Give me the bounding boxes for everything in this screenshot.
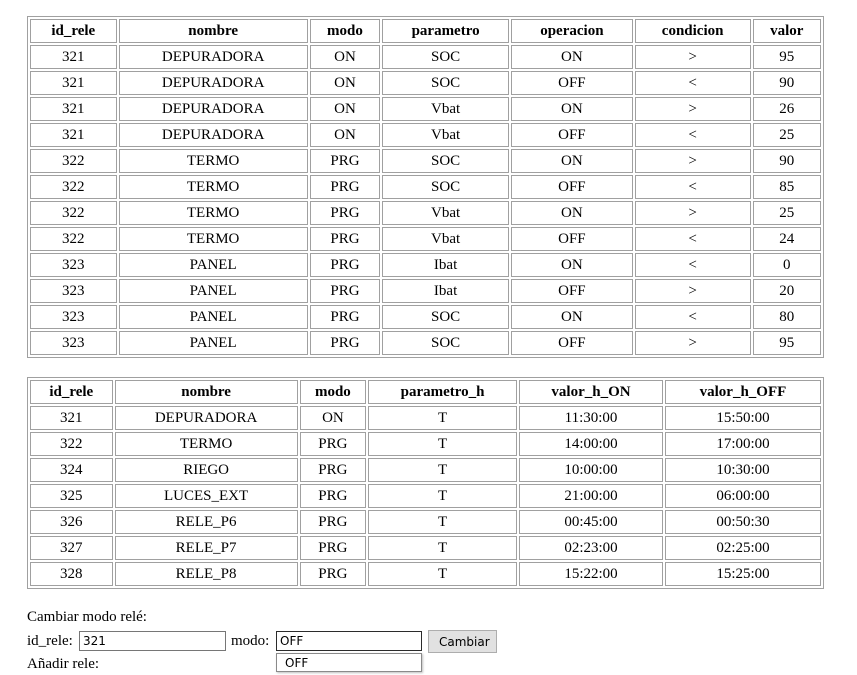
table-cell: ON [511,201,633,225]
table-cell: 10:00:00 [519,458,663,482]
table-cell: PANEL [119,305,308,329]
table-cell: 06:00:00 [665,484,821,508]
table-cell: T [368,458,517,482]
table-cell: Vbat [382,123,509,147]
table-cell: OFF [511,279,633,303]
column-header: modo [310,19,380,43]
column-header: valor_h_ON [519,380,663,404]
table-cell: RELE_P8 [115,562,298,586]
rules-row [30,97,821,121]
table-cell: PRG [310,305,380,329]
table-cell: > [635,97,751,121]
rules-row [30,123,821,147]
autocomplete-suggestion[interactable]: OFF [276,653,422,672]
table-cell: PANEL [119,253,308,277]
table-cell: 327 [30,536,113,560]
table-cell: T [368,406,517,430]
table-cell: PRG [310,149,380,173]
table-cell: TERMO [119,175,308,199]
column-header: condicion [635,19,751,43]
table-cell: 323 [30,305,117,329]
table-cell: 321 [30,123,117,147]
table-cell: > [635,331,751,355]
table-cell: ON [511,253,633,277]
table-cell: Ibat [382,279,509,303]
table-cell: 80 [753,305,821,329]
table-cell: TERMO [119,149,308,173]
column-header: nombre [119,19,308,43]
schedule-row [30,484,821,508]
table-cell: SOC [382,149,509,173]
table-cell: 00:50:30 [665,510,821,534]
table-cell: ON [511,149,633,173]
table-cell: 323 [30,331,117,355]
table-cell: TERMO [119,201,308,225]
table-cell: 26 [753,97,821,121]
modo-label: modo: [231,633,270,649]
table-cell: OFF [511,227,633,251]
table-cell: 90 [753,149,821,173]
table-cell: 326 [30,510,113,534]
table-cell: PANEL [119,279,308,303]
schedule-row [30,458,821,482]
table-cell: PRG [310,279,380,303]
table-cell: ON [511,97,633,121]
table-cell: Vbat [382,97,509,121]
table-cell: 321 [30,97,117,121]
table-cell: SOC [382,175,509,199]
table-cell: < [635,305,751,329]
table-cell: PRG [300,536,366,560]
table-cell: 90 [753,71,821,95]
table-cell: DEPURADORA [119,45,308,69]
table-cell: 15:25:00 [665,562,821,586]
table-cell: OFF [511,175,633,199]
rules-row [30,175,821,199]
table-cell: > [635,149,751,173]
table-cell: RELE_P7 [115,536,298,560]
table-cell: TERMO [115,432,298,456]
rules-row [30,305,821,329]
schedule-row [30,510,821,534]
table-cell: PRG [300,432,366,456]
table-cell: 321 [30,406,113,430]
table-cell: 322 [30,201,117,225]
table-cell: ON [310,71,380,95]
table-cell: > [635,45,751,69]
table-cell: 324 [30,458,113,482]
table-cell: 95 [753,331,821,355]
table-cell: PRG [300,484,366,508]
rules-row [30,253,821,277]
table-cell: T [368,484,517,508]
table-cell: 02:25:00 [665,536,821,560]
table-cell: T [368,536,517,560]
column-header: valor_h_OFF [665,380,821,404]
table-cell: ON [300,406,366,430]
table-cell: Vbat [382,201,509,225]
table-cell: Vbat [382,227,509,251]
table-cell: 25 [753,201,821,225]
table-cell: DEPURADORA [115,406,298,430]
rules-row [30,71,821,95]
table-cell: PRG [310,201,380,225]
schedule-row [30,562,821,586]
table-cell: ON [310,45,380,69]
table-cell: 20 [753,279,821,303]
table-cell: 17:00:00 [665,432,821,456]
column-header: parametro [382,19,509,43]
table-cell: PANEL [119,331,308,355]
table-cell: PRG [300,510,366,534]
table-cell: < [635,175,751,199]
table-cell: Ibat [382,253,509,277]
table-cell: PRG [310,331,380,355]
table-cell: SOC [382,45,509,69]
table-cell: 24 [753,227,821,251]
table-cell: RIEGO [115,458,298,482]
id-rele-input[interactable] [79,631,226,651]
rules-row [30,149,821,173]
table-cell: ON [310,123,380,147]
table-cell: T [368,510,517,534]
table-cell: SOC [382,305,509,329]
table-cell: PRG [300,562,366,586]
table-cell: DEPURADORA [119,97,308,121]
rules-row [30,279,821,303]
table-cell: 323 [30,253,117,277]
modo-input[interactable] [276,631,422,651]
table-cell: RELE_P6 [115,510,298,534]
table-cell: 00:45:00 [519,510,663,534]
table-cell: LUCES_EXT [115,484,298,508]
table-cell: < [635,253,751,277]
table-cell: OFF [511,331,633,355]
add-rele-label: Añadir rele: [27,656,100,672]
table-cell: PRG [300,458,366,482]
table-cell: 321 [30,45,117,69]
table-cell: ON [511,45,633,69]
schedule-table [27,377,824,589]
table-cell: 323 [30,279,117,303]
schedule-row [30,406,821,430]
column-header: operacion [511,19,633,43]
table-cell: T [368,562,517,586]
table-cell: 10:30:00 [665,458,821,482]
column-header: id_rele [30,19,117,43]
table-cell: 0 [753,253,821,277]
change-mode-title: Cambiar modo relé: [27,609,147,625]
table-cell: ON [310,97,380,121]
rules-row [30,331,821,355]
table-cell: 02:23:00 [519,536,663,560]
table-cell: 15:22:00 [519,562,663,586]
rules-table-header [30,19,821,43]
column-header: nombre [115,380,298,404]
rules-row [30,45,821,69]
table-cell: PRG [310,227,380,251]
table-cell: SOC [382,71,509,95]
table-cell: 322 [30,175,117,199]
table-cell: OFF [511,123,633,147]
table-cell: < [635,123,751,147]
table-cell: 95 [753,45,821,69]
table-cell: 85 [753,175,821,199]
table-cell: 21:00:00 [519,484,663,508]
table-cell: 322 [30,227,117,251]
table-cell: > [635,201,751,225]
id-rele-label: id_rele: [27,633,73,649]
table-cell: PRG [310,253,380,277]
table-cell: TERMO [119,227,308,251]
table-cell: 321 [30,71,117,95]
column-header: valor [753,19,821,43]
table-cell: 25 [753,123,821,147]
table-cell: 14:00:00 [519,432,663,456]
rules-row [30,201,821,225]
table-cell: T [368,432,517,456]
rules-table [27,16,824,358]
table-cell: 322 [30,149,117,173]
table-cell: ON [511,305,633,329]
table-cell: 15:50:00 [665,406,821,430]
cambiar-button[interactable]: Cambiar [428,630,497,653]
table-cell: 328 [30,562,113,586]
table-cell: 325 [30,484,113,508]
table-cell: SOC [382,331,509,355]
rules-row [30,227,821,251]
table-cell: 11:30:00 [519,406,663,430]
table-cell: PRG [310,175,380,199]
schedule-table-header [30,380,821,404]
table-cell: < [635,71,751,95]
schedule-row [30,536,821,560]
table-cell: OFF [511,71,633,95]
table-cell: DEPURADORA [119,71,308,95]
schedule-row [30,432,821,456]
column-header: modo [300,380,366,404]
column-header: id_rele [30,380,113,404]
table-cell: DEPURADORA [119,123,308,147]
table-cell: > [635,279,751,303]
table-cell: < [635,227,751,251]
column-header: parametro_h [368,380,517,404]
table-cell: 322 [30,432,113,456]
